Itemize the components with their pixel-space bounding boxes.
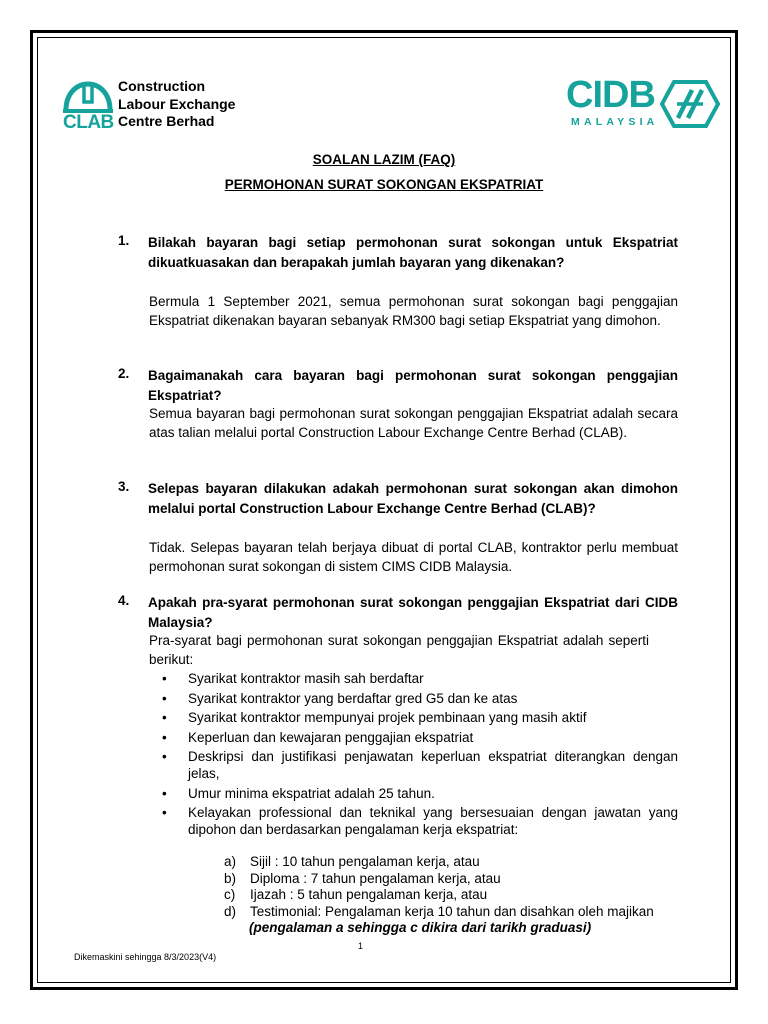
clab-logo: [62, 78, 252, 134]
clab-wordmark: CLAB: [63, 112, 114, 133]
answer-text: Bermula 1 September 2021, semua permohonan surat sokongan bagi penggajian Ekspatriat dikenakan bayaran sebanyak RM300 bagi setiap Ekspatriat yang dimohon.: [149, 294, 678, 328]
experience-sub-list: [224, 854, 724, 920]
answer-text: Pra-syarat bagi permohonan surat sokongan penggajian Ekspatriat adalah seperti berikut:: [149, 633, 649, 667]
page-subtitle: PERMOHONAN SURAT SOKONGAN EKSPATRIAT: [224, 177, 544, 192]
cidb-country: MALAYSIA: [571, 116, 659, 128]
question-number: 1.: [118, 233, 130, 248]
question-number: 3.: [118, 479, 130, 494]
list-item: c) Ijazah : 5 tahun pengalaman kerja, atau: [224, 887, 488, 902]
cidb-logo: [566, 74, 722, 130]
list-item: • Keperluan dan kewajaran penggajian ekspatriat: [162, 729, 474, 745]
list-item: a) Sijil : 10 tahun pengalaman kerja, atau: [224, 854, 480, 869]
page-title: SOALAN LAZIM (FAQ): [312, 152, 456, 167]
list-item: • Syarikat kontraktor yang berdaftar gred G5 dan ke atas: [162, 690, 518, 706]
question-text: Bagaimanakah cara bayaran bagi permohonan surat sokongan penggajian Ekspatriat?: [148, 368, 678, 403]
cidb-wordmark: CIDB: [566, 74, 655, 116]
question-text: Apakah pra-syarat permohonan surat sokongan penggajian Ekspatriat dari CIDB Malaysia?: [148, 595, 678, 630]
clab-name-line: Labour Exchange: [118, 95, 236, 112]
list-item: • Deskripsi dan justifikasi penjawatan keperluan ekspatriat diterangkan dengan jelas,: [162, 749, 678, 781]
prerequisite-list: [160, 670, 678, 841]
question-number: 2.: [118, 366, 130, 381]
answer-text: Semua bayaran bagi permohonan surat sokongan penggajian Ekspatriat adalah secara atas talian melalui portal Construction Labour Exchange Centre Berhad (CLAB).: [149, 406, 678, 440]
clab-name: [118, 78, 235, 131]
list-item: • Syarikat kontraktor mempunyai projek pembinaan yang masih aktif: [162, 710, 587, 725]
list-item: b) Diploma : 7 tahun pengalaman kerja, atau: [224, 870, 501, 886]
list-item: • Umur minima ekspatriat adalah 25 tahun.: [162, 785, 435, 801]
clab-name-line: Construction: [118, 78, 206, 94]
page-number: 1: [358, 941, 364, 951]
footer-revision: Dikemaskini sehingga 8/3/2023(V4): [74, 952, 217, 962]
list-item: • Syarikat kontraktor masih sah berdaftar: [162, 671, 424, 686]
clab-name-line: Centre Berhad: [118, 113, 215, 129]
helmet-icon: [62, 80, 114, 114]
question-text: Bilakah bayaran bagi setiap permohonan surat sokongan untuk Ekspatriat dikuatkuasakan dan berapakah jumlah bayaran yang dikenakan?: [148, 235, 678, 270]
question-text: Selepas bayaran dilakukan adakah permohonan surat sokongan akan dimohon melalui portal Construction Labour Exchange Centre Berhad (CLAB)?: [148, 481, 678, 516]
answer-text: Tidak. Selepas bayaran telah berjaya dibuat di portal CLAB, kontraktor perlu membuat permohonan surat sokongan di sistem CIMS CIDB Malaysia.: [149, 540, 678, 574]
experience-note: (pengalaman a sehingga c dikira dari tarikh graduasi): [249, 920, 592, 935]
list-item: • Kelayakan professional dan teknikal yang bersesuaian dengan jawatan yang dipohon dan berdasarkan pengalaman kerja ekspatriat:: [162, 805, 678, 837]
cidb-hexagon-icon: [660, 80, 720, 128]
list-item: d) Testimonial: Pengalaman kerja 10 tahun dan disahkan oleh majikan: [224, 903, 654, 919]
question-number: 4.: [118, 593, 130, 608]
